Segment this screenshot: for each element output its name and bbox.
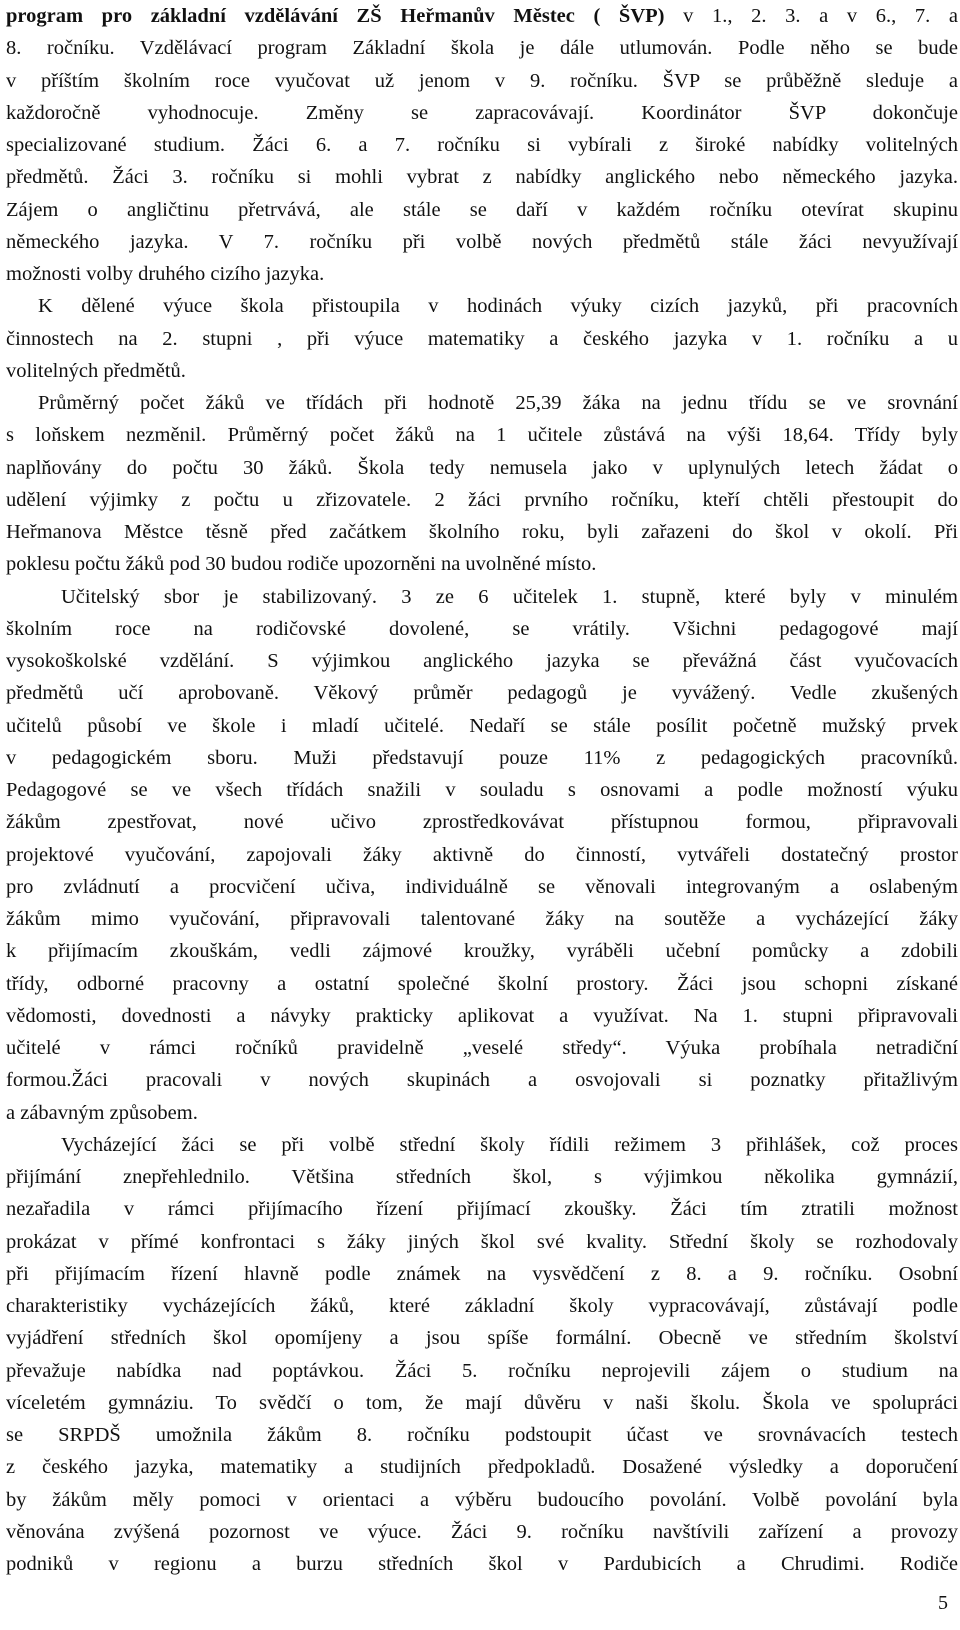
text-line: se SRPDŠ umožnila žákům 8. ročníku podstoupit účast ve srovnávacích testech — [6, 1424, 958, 1446]
text-line: projektové vyučování, zapojovali žáky aktivně do činností, vytvářeli dostatečný prostor — [6, 843, 958, 866]
text-line: Heřmanova Městce těsně před začátkem školního roku, byli zařazeni do škol v okolí. Při — [6, 521, 958, 543]
text-line: převažuje nabídka nad poptávkou. Žáci 5. ročníku neprojevili zájem o studium na — [6, 1359, 958, 1382]
text-line: Pedagogové se ve všech třídách snažili v souladu s osnovami a podle možností výuku — [6, 779, 958, 801]
text-line: učitelů působí ve škole i mladí učitelé. Nedaří se stále posílit početně mužský prvek — [6, 714, 958, 737]
text-line: k přijímacím zkouškám, vedli zájmové kroužky, vyráběli učební pomůcky a zdobili — [6, 940, 958, 963]
text-line: volitelných předmětů. — [6, 359, 186, 382]
text-line: Vycházející žáci se při volbě střední školy řídili režimem 3 přihlášek, což proces — [61, 1133, 958, 1156]
text-line: K dělené výuce škola přistoupila v hodinách výuky cizích jazyků, při pracovních — [38, 295, 958, 318]
text-line: z českého jazyka, matematiky a studijních předpokladů. Dosažené výsledky a doporučení — [6, 1456, 958, 1479]
text-line: program pro základní vzdělávání ZŠ Heřmanův Městec ( ŠVP) v 1., 2. 3. a v 6., 7. a — [6, 5, 958, 27]
text-line: věnována zvýšená pozornost ve výuce. Žáci 9. ročníku navštívili zařízení a provozy — [6, 1520, 958, 1543]
text-line: vědomosti, dovednosti a návyky prakticky aplikovat a využívat. Na 1. stupni připravovali — [6, 1004, 958, 1027]
text-line: charakteristiky vycházejících žáků, které základní školy vypracovávají, zůstávají podle — [6, 1295, 958, 1317]
text-line: pro zvládnutí a procvičení učiva, individuálně se věnovali integrovaným a oslabeným — [6, 875, 958, 898]
text-line: školním roce na rodičovské dovolené, se vrátily. Všichni pedagogové mají — [6, 617, 958, 640]
text-line: vysokoškolské vzdělání. S výjimkou anglického jazyka se převážná část vyučovacích — [6, 650, 958, 672]
text-line: udělení výjimky z počtu u zřizovatele. 2 žáci prvního ročníku, kteří chtěli přestoupit do — [6, 488, 958, 511]
page-number: 5 — [938, 1592, 948, 1614]
text-line: předmětů. Žáci 3. ročníku si mohli vybrat z nabídky anglického nebo německého jazyka. — [6, 166, 958, 189]
text-line: v příštím školním roce vyučovat už jenom v 9. ročníku. ŠVP se průběžně sleduje a — [6, 69, 958, 92]
text-line: každoročně vyhodnocuje. Změny se zapracovávají. Koordinátor ŠVP dokončuje — [6, 101, 958, 124]
text-line: vyjádření středních škol opomíjeny a jsou spíše formální. Obecně ve středním školství — [6, 1327, 958, 1350]
text-line: Učitelský sbor je stabilizovaný. 3 ze 6 učitelek 1. stupně, které byly v minulém — [61, 585, 958, 608]
text-line: předmětů učí aprobovaně. Věkový průměr pedagogů je vyvážený. Vedle zkušených — [6, 682, 958, 705]
text-line: činnostech na 2. stupni , při výuce matematiky a českého jazyka v 1. ročníku a u — [6, 327, 958, 350]
text-line: s loňskem nezměnil. Průměrný počet žáků na 1 učitele zůstává na výši 18,64. Třídy byly — [6, 424, 958, 447]
text-line: Průměrný počet žáků ve třídách při hodnotě 25,39 žáka na jednu třídu se ve srovnání — [38, 392, 958, 414]
text-line: Zájem o angličtinu přetrvává, ale stále se daří v každém ročníku otevírat skupinu — [6, 198, 958, 221]
text-line: žákům mimo vyučování, připravovali talentované žáky na soutěže a vycházející žáky — [6, 908, 958, 930]
text-line: možnosti volby druhého cizího jazyka. — [6, 263, 325, 285]
text-line: specializované studium. Žáci 6. a 7. ročníku si vybírali z široké nabídky volitelných — [6, 134, 958, 156]
text-line: a zábavným způsobem. — [6, 1101, 198, 1124]
text-line: nezařadila v rámci přijímacího řízení přijímací zkoušky. Žáci tím ztratili možnost — [6, 1198, 958, 1221]
text-line: německého jazyka. V 7. ročníku při volbě nových předmětů stále žáci nevyužívají — [6, 230, 958, 253]
text-line: žákům zpestřovat, nové učivo zprostředkovávat přístupnou formou, připravovali — [6, 811, 958, 834]
text-line: při přijímacím řízení hlavně podle známek na vysvědčení z 8. a 9. ročníku. Osobní — [6, 1262, 958, 1285]
text-line: formou.Žáci pracovali v nových skupinách a osvojovali si poznatky přitažlivým — [6, 1069, 958, 1092]
text-line: přijímání znepřehlednilo. Většina středních škol, s výjimkou několika gymnázií, — [6, 1166, 958, 1188]
text-line: víceletém gymnáziu. To svědčí o tom, že mají důvěru v naši školu. Škola ve spolupráci — [6, 1391, 958, 1414]
text-line: podniků v regionu a burzu středních škol v Pardubicích a Chrudimi. Rodiče — [6, 1553, 958, 1575]
text-line: 8. ročníku. Vzdělávací program Základní škola je dále utlumován. Podle něho se bude — [6, 37, 958, 60]
text-line: naplňovány do počtu 30 žáků. Škola tedy nemusela jako v uplynulých letech žádat o — [6, 456, 958, 479]
text-line: by žákům měly pomoci v orientaci a výběru budoucího povolání. Volbě povolání byla — [6, 1488, 958, 1511]
text-line: třídy, odborné pracovny a ostatní společné školní prostory. Žáci jsou schopni získané — [6, 972, 958, 995]
text-line: v pedagogickém sboru. Muži představují pouze 11% z pedagogických pracovníků. — [6, 746, 958, 769]
text-line: poklesu počtu žáků pod 30 budou rodiče upozorněni na uvolněné místo. — [6, 553, 597, 576]
text-line: prokázat v přímé konfrontaci s žáky jiných škol své kvality. Střední školy se rozhodovaly — [6, 1230, 958, 1253]
document-page — [6, 0, 958, 1580]
text-line: učitelé v rámci ročníků pravidelně „veselé středy“. Výuka probíhala netradiční — [6, 1037, 958, 1059]
